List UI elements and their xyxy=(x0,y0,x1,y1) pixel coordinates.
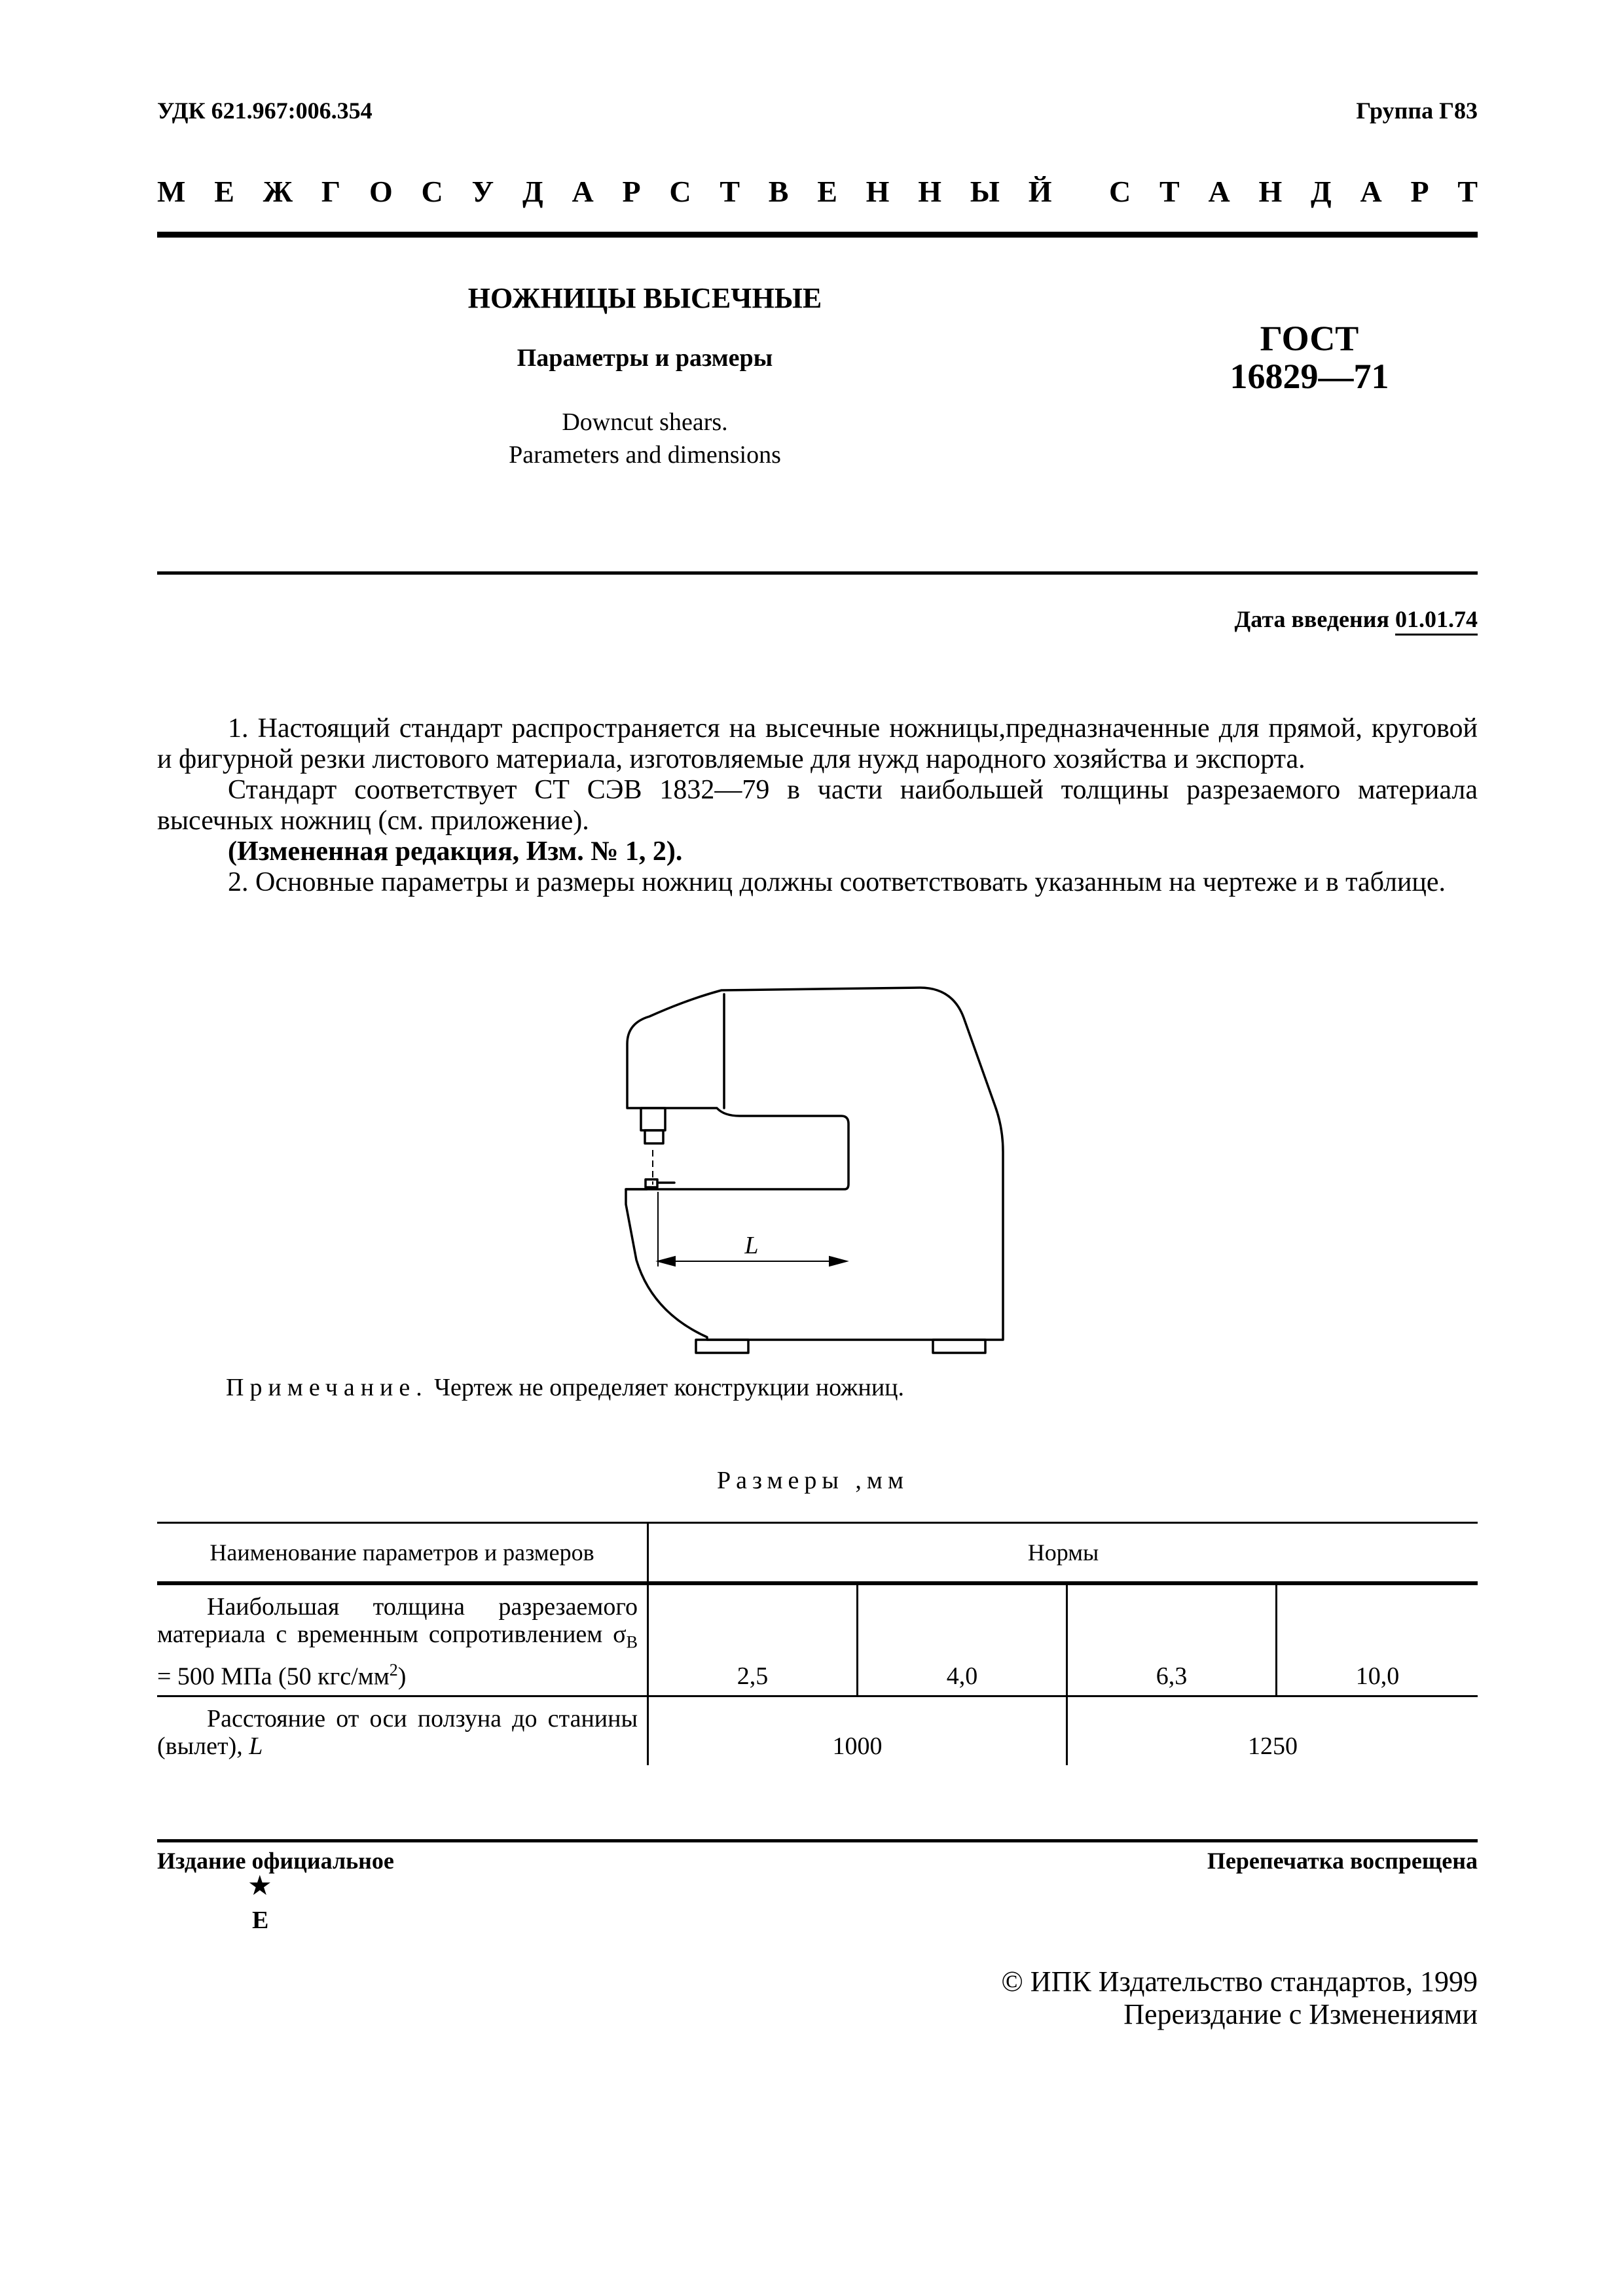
arrow-left xyxy=(658,1257,675,1266)
udk-code: УДК 621.967:006.354 xyxy=(157,98,373,124)
banner-letter: С xyxy=(1109,175,1131,208)
banner-letter: А xyxy=(1208,175,1230,208)
shears-drawing xyxy=(589,978,1048,1358)
die-block xyxy=(646,1179,657,1187)
banner-letter: Е xyxy=(817,175,837,208)
row2-value-2: 1250 xyxy=(1248,1732,1298,1761)
interstate-standard-banner xyxy=(157,174,1478,209)
banner-letter: Н xyxy=(918,175,941,208)
plunger-holder xyxy=(641,1108,665,1130)
paragraph-2: Стандарт соответствует СТ СЭВ 1832—79 в части наибольшей толщины разрезаемого материала высечных ножниц (см. приложение). xyxy=(157,775,1478,836)
plunger-tip xyxy=(645,1130,663,1143)
gost-designation xyxy=(1139,319,1480,395)
document-title: НОЖНИЦЫ ВЫСЕЧНЫЕ xyxy=(467,282,822,314)
parameters-table xyxy=(157,1522,1478,1765)
banner-letter: Р xyxy=(622,175,641,208)
frame-outline xyxy=(626,988,1003,1340)
group-code: Группа Г83 xyxy=(1356,98,1478,124)
english-title-line2: Parameters and dimensions xyxy=(509,441,781,469)
row1-value-1: 2,5 xyxy=(648,1583,858,1696)
banner-letter: В xyxy=(768,175,789,208)
banner-letter: Е xyxy=(214,175,234,208)
edition-letter: Е xyxy=(252,1907,269,1934)
header-parameter: Наименование параметров и размеров xyxy=(157,1523,648,1584)
drawing-note xyxy=(226,1373,904,1402)
copyright-block xyxy=(1001,1965,1478,2031)
banner-letter: Д xyxy=(1311,175,1332,208)
row1-label: Наибольшая толщина разрезаемого материала с временным сопротивлением $\sigma_В = 500$ МПа (50 кгс/$мм^2$) xyxy=(157,1583,648,1696)
english-title xyxy=(327,406,962,471)
official-edition: Издание официальное xyxy=(157,1848,394,1874)
amendment-note: (Измененная редакция, Изм. № 1, 2). xyxy=(228,836,683,867)
row1-value-2: 4,0 xyxy=(858,1583,1067,1696)
paragraph-3: 2. Основные параметры и размеры ножниц должны соответствовать указанным на чертеже и в таблице. xyxy=(228,867,1446,897)
banner-letter: О xyxy=(369,175,393,208)
copyright: © ИПК Издательство стандартов, 1999 xyxy=(1001,1965,1478,1998)
banner-letter: У xyxy=(471,175,494,208)
date-label: Дата введения xyxy=(1234,606,1389,632)
banner-letter: С xyxy=(421,175,443,208)
note-text: Чертеж не определяет конструкции ножниц. xyxy=(434,1374,904,1401)
banner-letter: Ы xyxy=(970,175,1000,208)
right-foot xyxy=(933,1340,985,1353)
banner-letter: Н xyxy=(866,175,890,208)
banner-letter: С xyxy=(669,175,691,208)
table-row xyxy=(157,1583,1478,1696)
row1-value-3: 6,3 xyxy=(1067,1583,1277,1696)
banner-letter: Й xyxy=(1028,175,1052,208)
banner-letter: Т xyxy=(720,175,740,208)
arrow-right xyxy=(830,1257,847,1266)
banner-letter: Г xyxy=(321,175,341,208)
table-row xyxy=(157,1696,1478,1766)
introduction-date xyxy=(1235,605,1478,633)
header-norms: Нормы xyxy=(648,1523,1478,1584)
banner-letter: М xyxy=(157,175,186,208)
body-text xyxy=(157,713,1478,898)
row1-value-4: 10,0 xyxy=(1277,1583,1478,1696)
note-label: Примечание. xyxy=(226,1374,428,1401)
row2-value-1: 1000 xyxy=(648,1696,1067,1766)
banner-letter: Н xyxy=(1258,175,1283,208)
star-icon: ★ xyxy=(247,1871,272,1901)
banner-letter: Д xyxy=(522,175,543,208)
title-rule xyxy=(157,571,1478,575)
table-caption: Размеры ,мм xyxy=(717,1467,909,1494)
gost-number: 16829—71 xyxy=(1230,357,1389,396)
banner-letter: Р xyxy=(1410,175,1429,208)
english-title-line1: Downcut shears. xyxy=(562,408,728,436)
date-value: 01.01.74 xyxy=(1395,606,1478,636)
footer-rule xyxy=(157,1839,1478,1842)
gost-label: ГОСТ xyxy=(1260,319,1359,358)
banner-letter: А xyxy=(1360,175,1382,208)
banner-letter: А xyxy=(572,175,594,208)
left-foot xyxy=(696,1340,748,1353)
paragraph-1: 1. Настоящий стандарт распространяется на высечные ножницы,предназначенные для прямой, круговой и фигурной резки листового материала, изготовляемые для нужд народного хозяйства и экспорта. xyxy=(157,713,1478,774)
banner-letter: Ж xyxy=(263,175,293,208)
header-rule xyxy=(157,232,1478,238)
banner-letter: Т xyxy=(1457,175,1478,208)
banner-letter: Т xyxy=(1159,175,1180,208)
reissue-note: Переиздание с Изменениями xyxy=(1123,1998,1478,2030)
dimension-label: L xyxy=(744,1232,759,1259)
row2-label: Расстояние от оси ползуна до станины (вылет), L xyxy=(157,1696,648,1766)
reprint-prohibited: Перепечатка воспрещена xyxy=(1207,1848,1478,1874)
document-subtitle: Параметры и размеры xyxy=(517,344,773,372)
